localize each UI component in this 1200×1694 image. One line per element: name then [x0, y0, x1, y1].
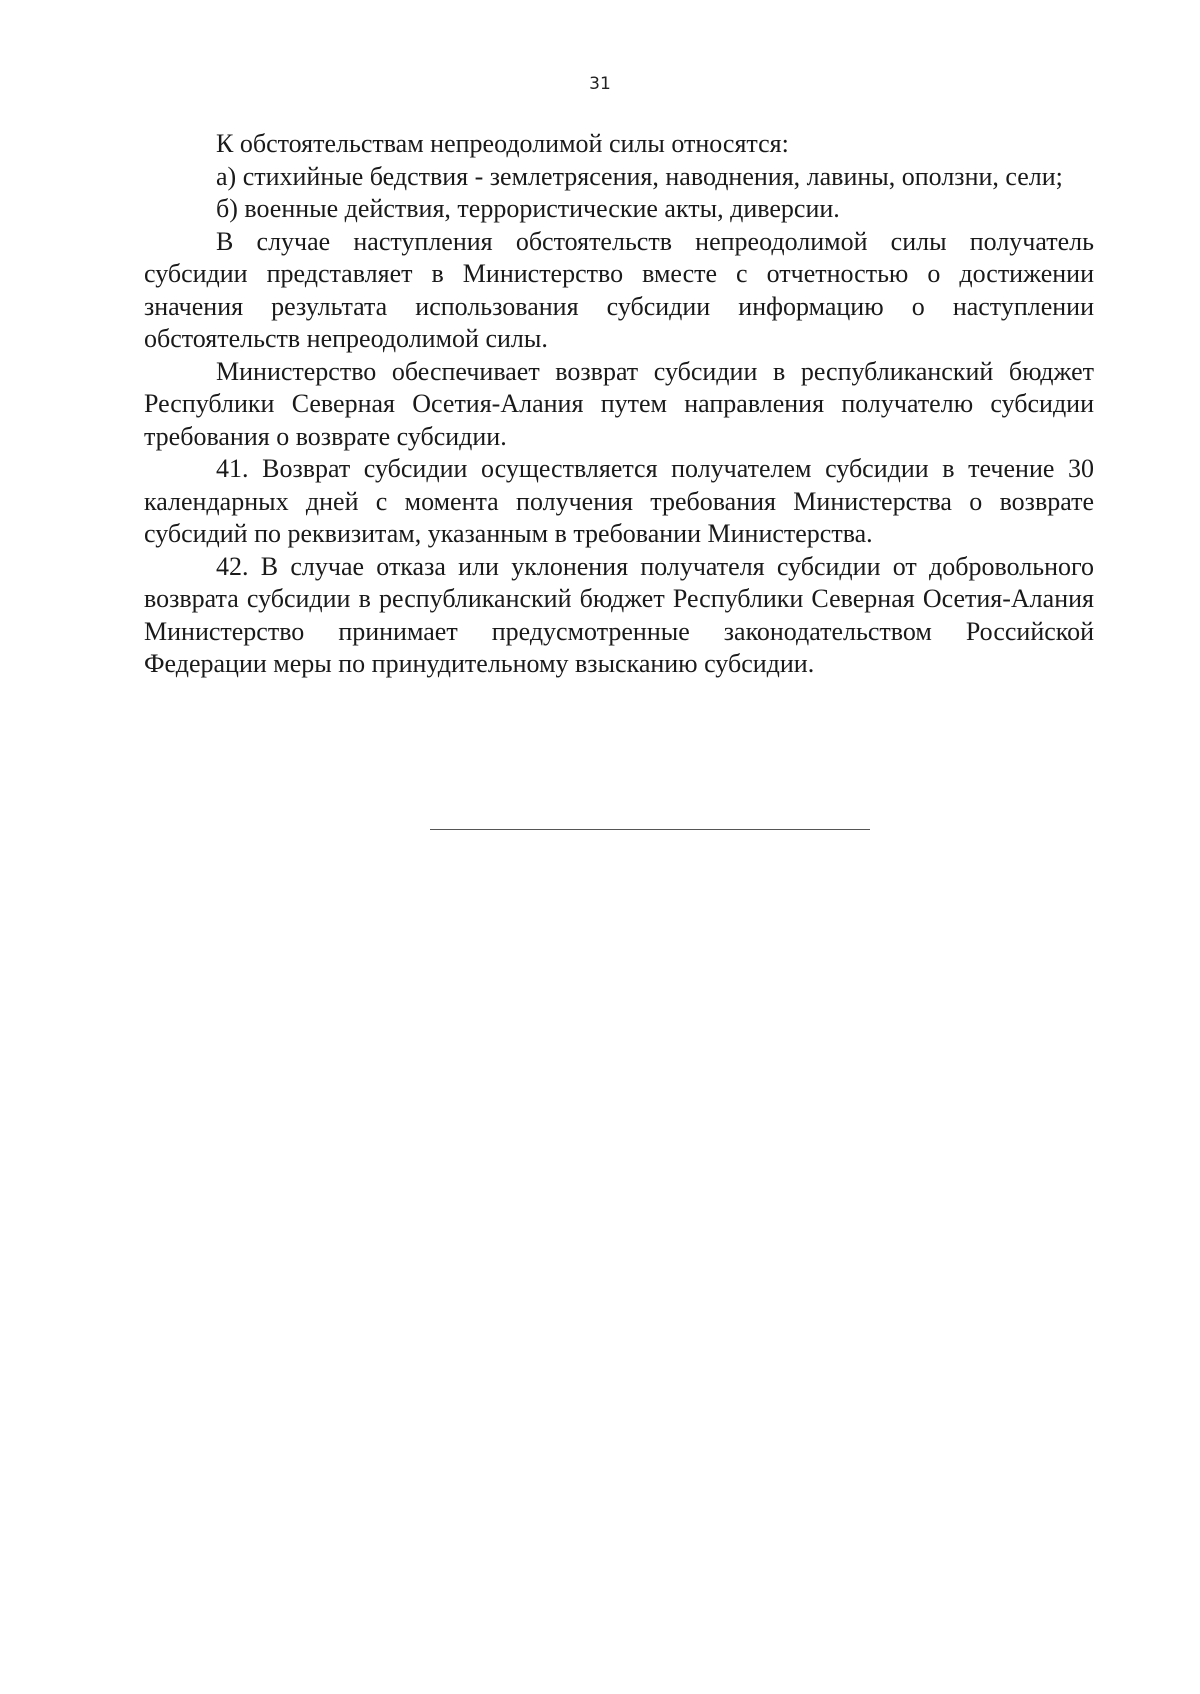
paragraph-natural-disasters: а) стихийные бедствия - землетрясения, наводнения, лавины, оползни, сели;: [216, 161, 1063, 191]
paragraph-force-majeure-reporting: В случае наступления обстоятельств непреодолимой силы получатель субсидии представляет в Министерство вместе с отчетностью о достижении значения результата использования субсидии информацию о наступлении обстоятельств непреодолимой силы.: [144, 226, 1094, 353]
paragraph-military-actions: б) военные действия, террористические акты, диверсии.: [216, 194, 840, 223]
end-separator-line: [430, 829, 870, 830]
document-body: [144, 128, 1094, 681]
paragraph-clause-42: 42. В случае отказа или уклонения получателя субсидии от добровольного возврата субсидии в республиканский бюджет Республики Северная Осетия-Алания Министерство принимает предусмотренные законодательством Российской Федерации меры по принудительному взысканию субсидии.: [144, 551, 1094, 678]
page-number: 31: [589, 74, 611, 94]
paragraph-force-majeure-intro: К обстоятельствам непреодолимой силы относятся:: [216, 129, 789, 158]
paragraph-ministry-refund: Министерство обеспечивает возврат субсидии в республиканский бюджет Республики Северная Осетия-Алания путем направления получателю субсидии требования о возврате субсидии.: [144, 356, 1094, 451]
paragraph-clause-41: 41. Возврат субсидии осуществляется получателем субсидии в течение 30 календарных дней с момента получения требования Министерства о возврате субсидий по реквизитам, указанным в требовании Министерства.: [144, 454, 1094, 548]
